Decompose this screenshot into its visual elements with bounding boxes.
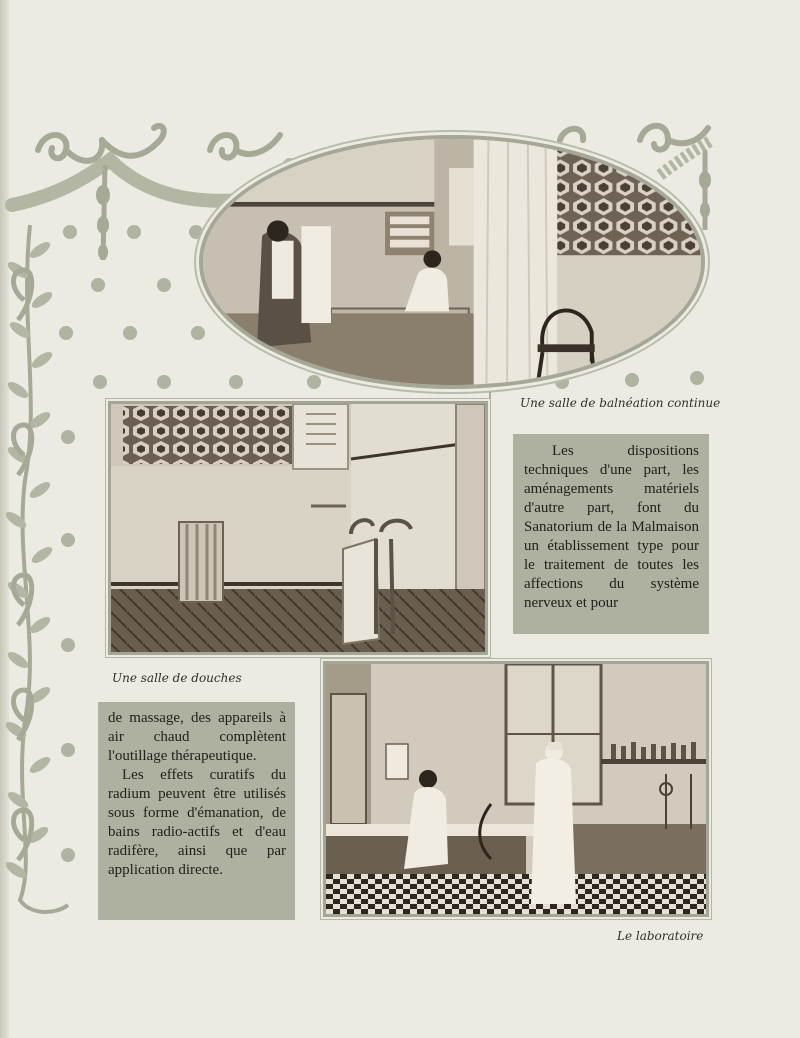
text-paragraph-radium: Les effets curatifs du radium peuvent être utilisés sous forme d'émanation, de bains radio-actifs et d'eau radifère, ainsi que par application directe. bbox=[108, 767, 286, 878]
text-paragraph-continuation: de massage, des appareils à air chaud complètent l'outillage thérapeutique. bbox=[108, 710, 286, 764]
shower-room-photo bbox=[108, 401, 488, 655]
shower-room-caption: Une salle de douches bbox=[112, 671, 242, 685]
bath-room-photo bbox=[199, 135, 705, 389]
laboratory-caption: Le laboratoire bbox=[617, 929, 704, 943]
text-paragraph: Les dispositions techniques d'une part, les aménagements matériels d'autre part, font du Sanatorium de la Malmaison un établissement type pour le traitement de toutes les affections du système nerveux et pour bbox=[524, 443, 699, 611]
bath-room-caption: Une salle de balnéation continue bbox=[520, 396, 721, 410]
laboratory-photo bbox=[323, 661, 709, 917]
text-block-right bbox=[513, 434, 709, 634]
text-block-left bbox=[98, 702, 295, 920]
divider-line bbox=[489, 392, 491, 654]
